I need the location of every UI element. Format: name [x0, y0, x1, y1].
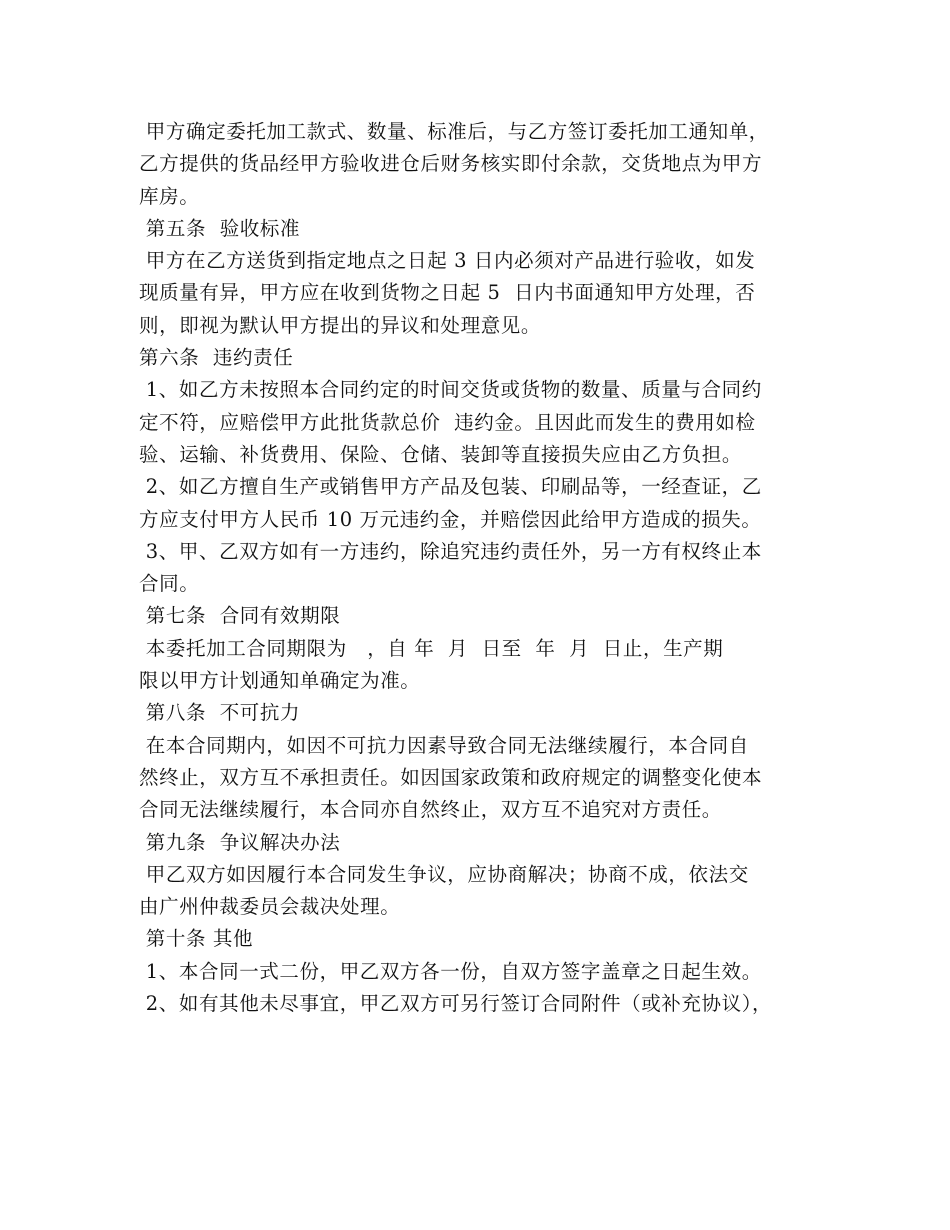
text-line: 验、运输、补货费用、保险、仓储、装卸等直接损失应由乙方负担。: [139, 442, 743, 466]
section-heading: 第五条 验收标准: [139, 216, 301, 240]
text-line: 1、如乙方未按照本合同约定的时间交货或货物的数量、质量与合同约: [139, 378, 762, 402]
section-heading: 第八条 不可抗力: [139, 701, 301, 725]
section-heading: 第十条 其他: [139, 927, 254, 951]
text-line: 甲方在乙方送货到指定地点之日起 3 日内必须对产品进行验收，如发: [139, 249, 756, 273]
section-heading: 第六条 违约责任: [139, 346, 294, 370]
text-line: 然终止，双方互不承担责任。如因国家政策和政府规定的调整变化使本: [139, 765, 763, 789]
text-line: 库房。: [139, 184, 200, 208]
text-line: 现质量有异，甲方应在收到货物之日起 5 日内书面通知甲方处理，否: [139, 281, 756, 305]
text-line: 2、如有其他未尽事宜，甲乙双方可另行签订合同附件（或补充协议），: [139, 992, 773, 1016]
text-line: 合同无法继续履行，本合同亦自然终止，双方互不追究对方责任。: [139, 798, 722, 822]
text-line: 合同。: [139, 572, 200, 596]
text-line: 3、甲、乙双方如有一方违约，除追究违约责任外，另一方有权终止本: [139, 539, 762, 563]
text-line: 在本合同期内，如因不可抗力因素导致合同无法继续履行，本合同自: [139, 733, 749, 757]
text-line: 限以甲方计划通知单确定为准。: [139, 669, 421, 693]
contract-page: [139, 116, 829, 1020]
text-line: 方应支付甲方人民币 10 万元违约金，并赔偿因此给甲方造成的损失。: [139, 507, 762, 531]
section-heading: 第九条 争议解决办法: [139, 830, 341, 854]
text-line: 甲方确定委托加工款式、数量、标准后，与乙方签订委托加工通知单，: [139, 120, 769, 143]
text-line: 甲乙双方如因履行本合同发生争议，应协商解决；协商不成，依法交: [139, 862, 749, 886]
text-line: 定不符，应赔偿甲方此批货款总价 违约金。且因此而发生的费用如检: [139, 410, 756, 434]
text-line: 本委托加工合同期限为 ，自 年 月 日至 年 月 日止，生产期: [139, 636, 724, 660]
text-line: 乙方提供的货品经甲方验收进仓后财务核实即付余款，交货地点为甲方: [139, 152, 763, 176]
text-line: 2、如乙方擅自生产或销售甲方产品及包装、印刷品等，一经查证，乙: [139, 475, 762, 499]
text-line: 由广州仲裁委员会裁决处理。: [139, 895, 401, 919]
section-heading: 第七条 合同有效期限: [139, 604, 341, 628]
text-line: 1、本合同一式二份，甲乙双方各一份，自双方签字盖章之日起生效。: [139, 959, 762, 983]
text-line: 则，即视为默认甲方提出的异议和处理意见。: [139, 313, 542, 337]
